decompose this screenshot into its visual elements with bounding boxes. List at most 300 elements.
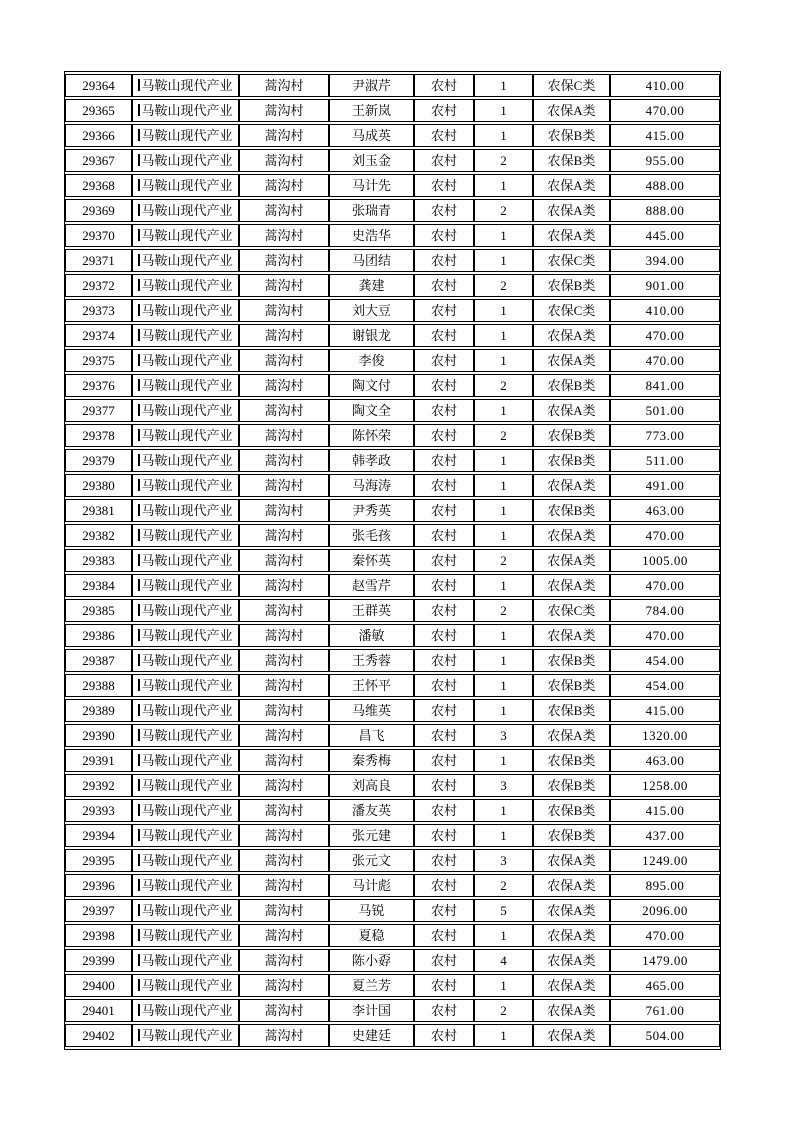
cell-organization <box>132 824 239 847</box>
organization-label: 马鞍山现代产业 <box>141 653 233 668</box>
cell-person-name: 赵雪芹 <box>329 574 414 597</box>
cell-person-name: 潘友英 <box>329 799 414 822</box>
table-row <box>65 799 720 822</box>
cell-person-name: 谢银龙 <box>329 324 414 347</box>
cell-village: 蒿沟村 <box>239 649 329 672</box>
table-row <box>65 974 720 997</box>
cell-residence-type: 农村 <box>414 424 474 447</box>
table-body <box>65 74 720 1047</box>
cell-organization <box>132 849 239 872</box>
cell-residence-type: 农村 <box>414 999 474 1022</box>
cell-residence-type: 农村 <box>414 824 474 847</box>
cell-serial-number: 29397 <box>65 899 132 922</box>
table-row <box>65 299 720 322</box>
organization-label: 马鞍山现代产业 <box>141 603 233 618</box>
cell-person-count: 1 <box>474 624 533 647</box>
table-row <box>65 124 720 147</box>
table-row <box>65 499 720 522</box>
cell-residence-type: 农村 <box>414 874 474 897</box>
table-row <box>65 549 720 572</box>
table-row <box>65 774 720 797</box>
cell-village: 蒿沟村 <box>239 174 329 197</box>
cell-organization <box>132 424 239 447</box>
cell-organization <box>132 574 239 597</box>
cell-village: 蒿沟村 <box>239 124 329 147</box>
cell-village: 蒿沟村 <box>239 774 329 797</box>
cell-village: 蒿沟村 <box>239 449 329 472</box>
cell-amount: 415.00 <box>610 799 720 822</box>
cell-organization <box>132 999 239 1022</box>
cell-residence-type: 农村 <box>414 749 474 772</box>
cell-organization <box>132 349 239 372</box>
cell-person-name: 龚建 <box>329 274 414 297</box>
cell-residence-type: 农村 <box>414 899 474 922</box>
cell-residence-type: 农村 <box>414 474 474 497</box>
cell-residence-type: 农村 <box>414 799 474 822</box>
cell-insurance-type: 农保B类 <box>533 774 610 797</box>
cell-person-name: 尹秀英 <box>329 499 414 522</box>
cell-residence-type: 农村 <box>414 99 474 122</box>
cell-serial-number: 29387 <box>65 649 132 672</box>
cell-organization <box>132 724 239 747</box>
cell-insurance-type: 农保B类 <box>533 499 610 522</box>
table-row <box>65 624 720 647</box>
cell-organization <box>132 149 239 172</box>
table-row <box>65 199 720 222</box>
cell-residence-type: 农村 <box>414 324 474 347</box>
cell-person-name: 刘高良 <box>329 774 414 797</box>
cell-serial-number: 29379 <box>65 449 132 472</box>
cell-amount: 761.00 <box>610 999 720 1022</box>
cell-residence-type: 农村 <box>414 524 474 547</box>
cell-amount: 1005.00 <box>610 549 720 572</box>
cell-serial-number: 29372 <box>65 274 132 297</box>
table-row <box>65 524 720 547</box>
cell-residence-type: 农村 <box>414 249 474 272</box>
cell-person-name: 马计先 <box>329 174 414 197</box>
cell-amount: 1258.00 <box>610 774 720 797</box>
cell-organization <box>132 449 239 472</box>
organization-label: 马鞍山现代产业 <box>141 678 233 693</box>
cell-amount: 470.00 <box>610 324 720 347</box>
organization-label: 马鞍山现代产业 <box>141 803 233 818</box>
cell-insurance-type: 农保A类 <box>533 474 610 497</box>
cell-serial-number: 29386 <box>65 624 132 647</box>
cell-village: 蒿沟村 <box>239 899 329 922</box>
cell-person-count: 1 <box>474 1024 533 1047</box>
cell-organization <box>132 324 239 347</box>
organization-label: 马鞍山现代产业 <box>141 728 233 743</box>
cell-person-name: 张瑞青 <box>329 199 414 222</box>
organization-label: 马鞍山现代产业 <box>141 853 233 868</box>
cell-village: 蒿沟村 <box>239 249 329 272</box>
cell-person-count: 2 <box>474 274 533 297</box>
cell-residence-type: 农村 <box>414 224 474 247</box>
cell-person-name: 尹淑芹 <box>329 74 414 97</box>
table-row <box>65 574 720 597</box>
cell-village: 蒿沟村 <box>239 499 329 522</box>
cell-residence-type: 农村 <box>414 774 474 797</box>
organization-label: 马鞍山现代产业 <box>141 453 233 468</box>
cell-person-name: 秦怀英 <box>329 549 414 572</box>
cell-residence-type: 农村 <box>414 699 474 722</box>
cell-serial-number: 29385 <box>65 599 132 622</box>
cell-village: 蒿沟村 <box>239 824 329 847</box>
cell-residence-type: 农村 <box>414 149 474 172</box>
organization-label: 马鞍山现代产业 <box>141 128 233 143</box>
cell-organization <box>132 174 239 197</box>
cell-person-name: 陈怀荣 <box>329 424 414 447</box>
cell-serial-number: 29395 <box>65 849 132 872</box>
cell-insurance-type: 农保C类 <box>533 299 610 322</box>
cell-village: 蒿沟村 <box>239 949 329 972</box>
cell-person-count: 1 <box>474 974 533 997</box>
cell-residence-type: 农村 <box>414 174 474 197</box>
cell-village: 蒿沟村 <box>239 749 329 772</box>
cell-insurance-type: 农保C类 <box>533 249 610 272</box>
cell-amount: 470.00 <box>610 349 720 372</box>
organization-label: 马鞍山现代产业 <box>141 178 233 193</box>
cell-person-name: 夏稳 <box>329 924 414 947</box>
cell-residence-type: 农村 <box>414 549 474 572</box>
cell-amount: 841.00 <box>610 374 720 397</box>
cell-person-count: 1 <box>474 799 533 822</box>
cell-organization <box>132 774 239 797</box>
cell-residence-type: 农村 <box>414 724 474 747</box>
cell-amount: 1249.00 <box>610 849 720 872</box>
cell-person-name: 陶文付 <box>329 374 414 397</box>
cell-person-name: 马海涛 <box>329 474 414 497</box>
cell-insurance-type: 农保A类 <box>533 849 610 872</box>
cell-amount: 501.00 <box>610 399 720 422</box>
cell-insurance-type: 农保A类 <box>533 874 610 897</box>
cell-amount: 901.00 <box>610 274 720 297</box>
table-row <box>65 749 720 772</box>
cell-residence-type: 农村 <box>414 974 474 997</box>
cell-insurance-type: 农保A类 <box>533 224 610 247</box>
cell-person-count: 2 <box>474 374 533 397</box>
cell-person-name: 刘玉金 <box>329 149 414 172</box>
organization-label: 马鞍山现代产业 <box>141 403 233 418</box>
cell-insurance-type: 农保B类 <box>533 274 610 297</box>
cell-person-count: 2 <box>474 549 533 572</box>
cell-serial-number: 29365 <box>65 99 132 122</box>
cell-insurance-type: 农保A类 <box>533 174 610 197</box>
cell-serial-number: 29371 <box>65 249 132 272</box>
cell-village: 蒿沟村 <box>239 274 329 297</box>
cell-serial-number: 29383 <box>65 549 132 572</box>
cell-insurance-type: 农保A类 <box>533 574 610 597</box>
cell-person-count: 1 <box>474 524 533 547</box>
cell-person-count: 1 <box>474 399 533 422</box>
cell-organization <box>132 699 239 722</box>
cell-serial-number: 29396 <box>65 874 132 897</box>
organization-label: 马鞍山现代产业 <box>141 1028 233 1043</box>
cell-serial-number: 29392 <box>65 774 132 797</box>
cell-village: 蒿沟村 <box>239 624 329 647</box>
cell-serial-number: 29376 <box>65 374 132 397</box>
cell-amount: 437.00 <box>610 824 720 847</box>
organization-label: 马鞍山现代产业 <box>141 503 233 518</box>
cell-amount: 470.00 <box>610 99 720 122</box>
table-row <box>65 999 720 1022</box>
cell-village: 蒿沟村 <box>239 699 329 722</box>
cell-amount: 491.00 <box>610 474 720 497</box>
cell-serial-number: 29366 <box>65 124 132 147</box>
table-row <box>65 1024 720 1047</box>
cell-amount: 465.00 <box>610 974 720 997</box>
organization-label: 马鞍山现代产业 <box>141 553 233 568</box>
cell-amount: 784.00 <box>610 599 720 622</box>
cell-serial-number: 29391 <box>65 749 132 772</box>
cell-person-count: 1 <box>474 924 533 947</box>
cell-residence-type: 农村 <box>414 574 474 597</box>
cell-serial-number: 29368 <box>65 174 132 197</box>
cell-person-name: 史浩华 <box>329 224 414 247</box>
cell-insurance-type: 农保B类 <box>533 449 610 472</box>
cell-serial-number: 29369 <box>65 199 132 222</box>
cell-amount: 394.00 <box>610 249 720 272</box>
cell-village: 蒿沟村 <box>239 1024 329 1047</box>
cell-village: 蒿沟村 <box>239 724 329 747</box>
cell-organization <box>132 74 239 97</box>
table-row <box>65 374 720 397</box>
cell-person-name: 王秀蓉 <box>329 649 414 672</box>
cell-organization <box>132 974 239 997</box>
cell-person-name: 秦秀梅 <box>329 749 414 772</box>
cell-person-count: 1 <box>474 449 533 472</box>
cell-insurance-type: 农保A类 <box>533 399 610 422</box>
cell-person-count: 1 <box>474 674 533 697</box>
cell-organization <box>132 549 239 572</box>
cell-person-name: 马团结 <box>329 249 414 272</box>
organization-label: 马鞍山现代产业 <box>141 328 233 343</box>
organization-label: 马鞍山现代产业 <box>141 778 233 793</box>
cell-amount: 470.00 <box>610 624 720 647</box>
cell-person-count: 1 <box>474 474 533 497</box>
cell-organization <box>132 274 239 297</box>
cell-person-count: 2 <box>474 424 533 447</box>
organization-label: 马鞍山现代产业 <box>141 878 233 893</box>
cell-residence-type: 农村 <box>414 949 474 972</box>
cell-serial-number: 29388 <box>65 674 132 697</box>
cell-insurance-type: 农保A类 <box>533 549 610 572</box>
cell-person-count: 1 <box>474 99 533 122</box>
cell-person-count: 3 <box>474 849 533 872</box>
organization-label: 马鞍山现代产业 <box>141 378 233 393</box>
cell-village: 蒿沟村 <box>239 524 329 547</box>
cell-residence-type: 农村 <box>414 1024 474 1047</box>
table-row <box>65 824 720 847</box>
cell-village: 蒿沟村 <box>239 974 329 997</box>
cell-serial-number: 29394 <box>65 824 132 847</box>
cell-insurance-type: 农保A类 <box>533 999 610 1022</box>
cell-amount: 955.00 <box>610 149 720 172</box>
cell-insurance-type: 农保B类 <box>533 674 610 697</box>
cell-amount: 415.00 <box>610 699 720 722</box>
cell-residence-type: 农村 <box>414 199 474 222</box>
organization-label: 马鞍山现代产业 <box>141 203 233 218</box>
cell-village: 蒿沟村 <box>239 424 329 447</box>
organization-label: 马鞍山现代产业 <box>141 253 233 268</box>
cell-residence-type: 农村 <box>414 449 474 472</box>
cell-village: 蒿沟村 <box>239 224 329 247</box>
cell-serial-number: 29398 <box>65 924 132 947</box>
cell-village: 蒿沟村 <box>239 674 329 697</box>
cell-village: 蒿沟村 <box>239 74 329 97</box>
cell-insurance-type: 农保A类 <box>533 949 610 972</box>
cell-village: 蒿沟村 <box>239 199 329 222</box>
organization-label: 马鞍山现代产业 <box>141 103 233 118</box>
cell-organization <box>132 874 239 897</box>
cell-amount: 488.00 <box>610 174 720 197</box>
cell-person-count: 1 <box>474 649 533 672</box>
cell-person-name: 张元文 <box>329 849 414 872</box>
cell-organization <box>132 199 239 222</box>
table-row <box>65 674 720 697</box>
cell-serial-number: 29390 <box>65 724 132 747</box>
table-row <box>65 349 720 372</box>
cell-person-name: 王怀平 <box>329 674 414 697</box>
organization-label: 马鞍山现代产业 <box>141 703 233 718</box>
cell-amount: 2096.00 <box>610 899 720 922</box>
cell-amount: 410.00 <box>610 74 720 97</box>
cell-village: 蒿沟村 <box>239 474 329 497</box>
cell-serial-number: 29399 <box>65 949 132 972</box>
cell-person-count: 1 <box>474 74 533 97</box>
table-row <box>65 399 720 422</box>
cell-residence-type: 农村 <box>414 849 474 872</box>
cell-person-name: 夏兰芳 <box>329 974 414 997</box>
cell-person-count: 1 <box>474 824 533 847</box>
cell-organization <box>132 499 239 522</box>
cell-amount: 504.00 <box>610 1024 720 1047</box>
cell-person-count: 2 <box>474 599 533 622</box>
cell-insurance-type: 农保A类 <box>533 524 610 547</box>
cell-village: 蒿沟村 <box>239 299 329 322</box>
cell-amount: 410.00 <box>610 299 720 322</box>
table-row <box>65 924 720 947</box>
organization-label: 马鞍山现代产业 <box>141 628 233 643</box>
cell-serial-number: 29370 <box>65 224 132 247</box>
benefits-table <box>64 71 721 1050</box>
cell-amount: 511.00 <box>610 449 720 472</box>
cell-insurance-type: 农保B类 <box>533 374 610 397</box>
cell-organization <box>132 399 239 422</box>
cell-serial-number: 29367 <box>65 149 132 172</box>
cell-village: 蒿沟村 <box>239 149 329 172</box>
cell-person-count: 1 <box>474 174 533 197</box>
cell-residence-type: 农村 <box>414 349 474 372</box>
cell-person-name: 马成英 <box>329 124 414 147</box>
cell-organization <box>132 799 239 822</box>
cell-residence-type: 农村 <box>414 499 474 522</box>
cell-person-count: 2 <box>474 874 533 897</box>
cell-person-count: 1 <box>474 499 533 522</box>
cell-organization <box>132 599 239 622</box>
cell-person-count: 1 <box>474 324 533 347</box>
cell-serial-number: 29364 <box>65 74 132 97</box>
cell-residence-type: 农村 <box>414 74 474 97</box>
cell-person-count: 3 <box>474 774 533 797</box>
table-row <box>65 249 720 272</box>
cell-insurance-type: 农保B类 <box>533 424 610 447</box>
cell-amount: 445.00 <box>610 224 720 247</box>
cell-residence-type: 农村 <box>414 399 474 422</box>
organization-label: 马鞍山现代产业 <box>141 753 233 768</box>
cell-insurance-type: 农保B类 <box>533 149 610 172</box>
organization-label: 马鞍山现代产业 <box>141 928 233 943</box>
organization-label: 马鞍山现代产业 <box>141 528 233 543</box>
table-row <box>65 699 720 722</box>
table-row <box>65 99 720 122</box>
cell-serial-number: 29377 <box>65 399 132 422</box>
cell-serial-number: 29381 <box>65 499 132 522</box>
cell-serial-number: 29373 <box>65 299 132 322</box>
cell-residence-type: 农村 <box>414 924 474 947</box>
cell-residence-type: 农村 <box>414 299 474 322</box>
cell-person-name: 张元建 <box>329 824 414 847</box>
cell-village: 蒿沟村 <box>239 924 329 947</box>
cell-organization <box>132 224 239 247</box>
cell-insurance-type: 农保B类 <box>533 824 610 847</box>
cell-person-count: 1 <box>474 249 533 272</box>
cell-organization <box>132 624 239 647</box>
cell-serial-number: 29389 <box>65 699 132 722</box>
organization-label: 马鞍山现代产业 <box>141 428 233 443</box>
organization-label: 马鞍山现代产业 <box>141 978 233 993</box>
organization-label: 马鞍山现代产业 <box>141 478 233 493</box>
cell-village: 蒿沟村 <box>239 799 329 822</box>
cell-person-count: 1 <box>474 349 533 372</box>
cell-village: 蒿沟村 <box>239 549 329 572</box>
cell-serial-number: 29384 <box>65 574 132 597</box>
organization-label: 马鞍山现代产业 <box>141 953 233 968</box>
cell-person-count: 4 <box>474 949 533 972</box>
cell-amount: 463.00 <box>610 749 720 772</box>
cell-village: 蒿沟村 <box>239 324 329 347</box>
cell-organization <box>132 899 239 922</box>
cell-insurance-type: 农保B类 <box>533 799 610 822</box>
cell-insurance-type: 农保B类 <box>533 699 610 722</box>
organization-label: 马鞍山现代产业 <box>141 278 233 293</box>
cell-organization <box>132 674 239 697</box>
cell-insurance-type: 农保A类 <box>533 199 610 222</box>
cell-residence-type: 农村 <box>414 599 474 622</box>
cell-residence-type: 农村 <box>414 674 474 697</box>
table-row <box>65 74 720 97</box>
table-row <box>65 224 720 247</box>
cell-insurance-type: 农保A类 <box>533 899 610 922</box>
table-row <box>65 724 720 747</box>
cell-serial-number: 29382 <box>65 524 132 547</box>
cell-person-name: 昌飞 <box>329 724 414 747</box>
cell-amount: 1479.00 <box>610 949 720 972</box>
cell-person-name: 史建廷 <box>329 1024 414 1047</box>
table-row <box>65 649 720 672</box>
cell-insurance-type: 农保A类 <box>533 349 610 372</box>
organization-label: 马鞍山现代产业 <box>141 903 233 918</box>
cell-person-name: 陈小孬 <box>329 949 414 972</box>
cell-insurance-type: 农保B类 <box>533 124 610 147</box>
cell-village: 蒿沟村 <box>239 399 329 422</box>
cell-village: 蒿沟村 <box>239 349 329 372</box>
cell-residence-type: 农村 <box>414 649 474 672</box>
table-row <box>65 149 720 172</box>
cell-amount: 888.00 <box>610 199 720 222</box>
cell-amount: 470.00 <box>610 924 720 947</box>
cell-insurance-type: 农保A类 <box>533 724 610 747</box>
